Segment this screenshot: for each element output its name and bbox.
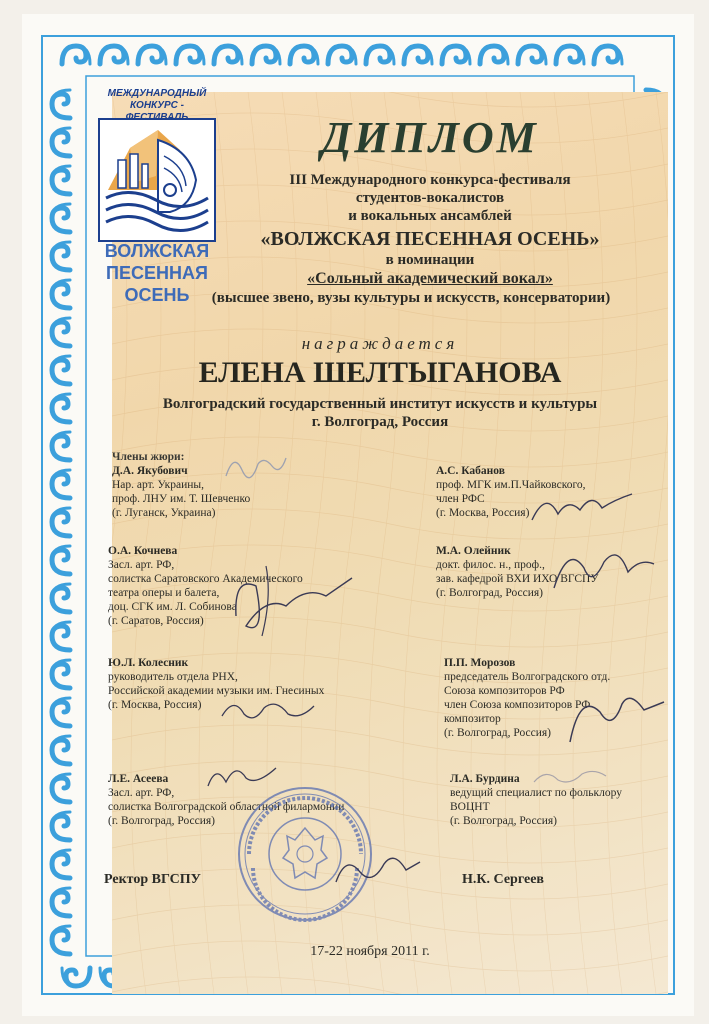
jury-line: зав. кафедрой ВХИ ИХО ВГСПУ [436,573,599,585]
signature-rector [332,842,422,892]
jury-line: солистка Саратовского Академического [108,573,303,585]
rector-label: Ректор ВГСПУ [104,872,201,887]
jury-line: член Союза композиторов РФ [444,699,591,711]
jury-line: доц. СГК им. Л. Собинова [108,601,237,613]
issue-date: 17-22 ноября 2011 г. [310,944,430,959]
jury-label: Члены жюри: [112,451,185,463]
jury-line: проф. МГК им.П.Чайковского, [436,479,586,491]
jury-line: композитор [444,713,501,725]
jury-line: (г. Саратов, Россия) [108,615,204,627]
jury-line: (г. Волгоград, Россия) [436,587,543,599]
jury-name: М.А. Олейник [436,545,511,557]
jury-line: Засл. арт. РФ, [108,787,175,799]
rector-name: Н.К. Сергеев [462,872,544,887]
jury-line: (г. Москва, Россия) [108,699,202,711]
jury-line: проф. ЛНУ им. Т. Шевченко [112,493,251,505]
jury-line: (г. Волгоград, Россия) [444,727,551,739]
intro-line-3: и вокальных ансамблей [348,208,512,224]
signature-burdina [530,762,610,792]
signature-aseeva [202,756,282,796]
logo-caption [98,88,216,118]
recipient-name: ЕЛЕНА ШЕЛТЫГАНОВА [198,356,562,389]
logo-caption-line-1: МЕЖДУНАРОДНЫЙ [107,88,207,99]
signature-kabanov [528,480,638,530]
festival-name: «ВОЛЖСКАЯ ПЕСЕННАЯ ОСЕНЬ» [260,228,600,250]
jury-name: Ю.Л. Колесник [108,657,189,669]
jury-line: Засл. арт. РФ, [108,559,175,571]
nomination-detail: (высшее звено, вузы культуры и искусств, консерватории) [211,290,611,306]
jury-line: руководитель отдела РНХ, [108,671,238,683]
logo-title-line-1: ВОЛЖСКАЯ [104,241,210,261]
jury-line: член РФС [436,493,485,505]
emblem-ship-icon [100,120,214,240]
signature-morozov [560,682,670,752]
jury-line: председатель Волгоградского отд. [444,671,611,683]
jury-line: (г. Волгоград, Россия) [450,815,557,827]
awarded-label: награждается [301,334,459,353]
institution-city: г. Волгоград, Россия [311,414,449,430]
jury-name: Л.А. Бурдина [450,773,520,785]
logo-title-line-2: ПЕСЕННАЯ [106,263,208,283]
logo-emblem [98,118,216,242]
jury-line: ведущий специалист по фольклору [450,787,622,799]
jury-line: Нар. арт. Украины, [112,479,205,491]
nomination-title: «Сольный академический вокал» [307,270,553,287]
signature-oleynik [548,538,658,608]
jury-line: (г. Волгоград, Россия) [108,815,215,827]
jury-name: Д.А. Якубович [112,465,188,477]
diploma-title: ДИПЛОМ [321,113,539,162]
jury-line: (г. Москва, Россия) [436,507,530,519]
jury-line: театра оперы и балета, [108,587,220,599]
intro-line-1: III Международного конкурса-фестиваля [289,172,571,188]
intro-line-2: студентов-вокалистов [355,190,505,206]
jury-name: П.П. Морозов [444,657,516,669]
institution: Волгоградский государственный институт искусств и культуры [162,396,598,412]
nomination-prefix: в номинации [385,252,475,268]
logo-caption-line-2: КОНКУРС - [130,100,184,111]
signature-yakubovich [220,446,290,486]
jury-line: ВОЦНТ [450,801,490,813]
signature-kolesnik [218,690,318,730]
jury-name: А.С. Кабанов [436,465,505,477]
signature-kochneva [226,556,356,646]
jury-line: Союза композиторов РФ [444,685,565,697]
jury-line: солистка Волгоградской областной филармонии [108,801,345,813]
jury-line: Российской академии музыки им. Гнесиных [108,685,325,697]
jury-name: О.А. Кочнева [108,545,178,557]
jury-line: докт. филос. н., проф., [436,559,545,571]
logo-title-line-3: ОСЕНЬ [124,285,190,305]
jury-name: Л.Е. Асеева [108,773,169,785]
jury-line: (г. Луганск, Украина) [112,507,216,519]
